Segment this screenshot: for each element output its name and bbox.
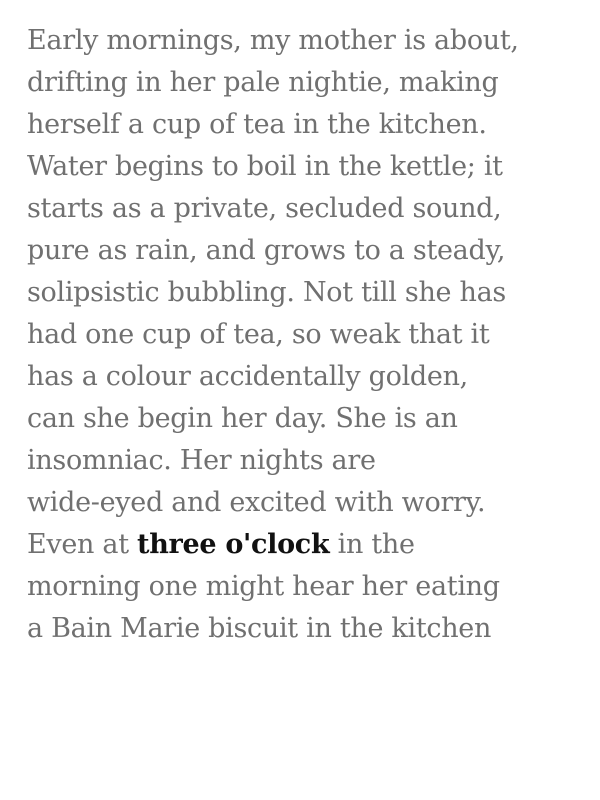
text-line-11: insomniac. Her nights are <box>27 445 376 476</box>
text-line-2: drifting in her pale nightie, making <box>27 67 499 98</box>
text-passage <box>27 20 587 650</box>
text-line-13-after: in the <box>329 529 415 560</box>
text-line-14: morning one might hear her eating <box>27 571 500 602</box>
text-line-4: Water begins to boil in the kettle; it <box>27 151 503 182</box>
text-line-8: had one cup of tea, so weak that it <box>27 319 490 350</box>
text-line-15: a Bain Marie biscuit in the kitchen <box>27 613 492 644</box>
text-line-5: starts as a private, secluded sound, <box>27 193 502 224</box>
text-line-3: herself a cup of tea in the kitchen. <box>27 109 487 140</box>
text-line-6: pure as rain, and grows to a steady, <box>27 235 506 266</box>
text-line-7: solipsistic bubbling. Not till she has <box>27 277 506 308</box>
text-line-1: Early mornings, my mother is about, <box>27 25 519 56</box>
highlighted-phrase[interactable]: three o'clock <box>137 529 330 560</box>
text-line-12: wide-eyed and excited with worry. <box>27 487 486 518</box>
text-line-9: has a colour accidentally golden, <box>27 361 468 392</box>
text-line-13-before: Even at <box>27 529 138 560</box>
text-line-10: can she begin her day. She is an <box>27 403 458 434</box>
text-line-13 <box>27 524 587 566</box>
